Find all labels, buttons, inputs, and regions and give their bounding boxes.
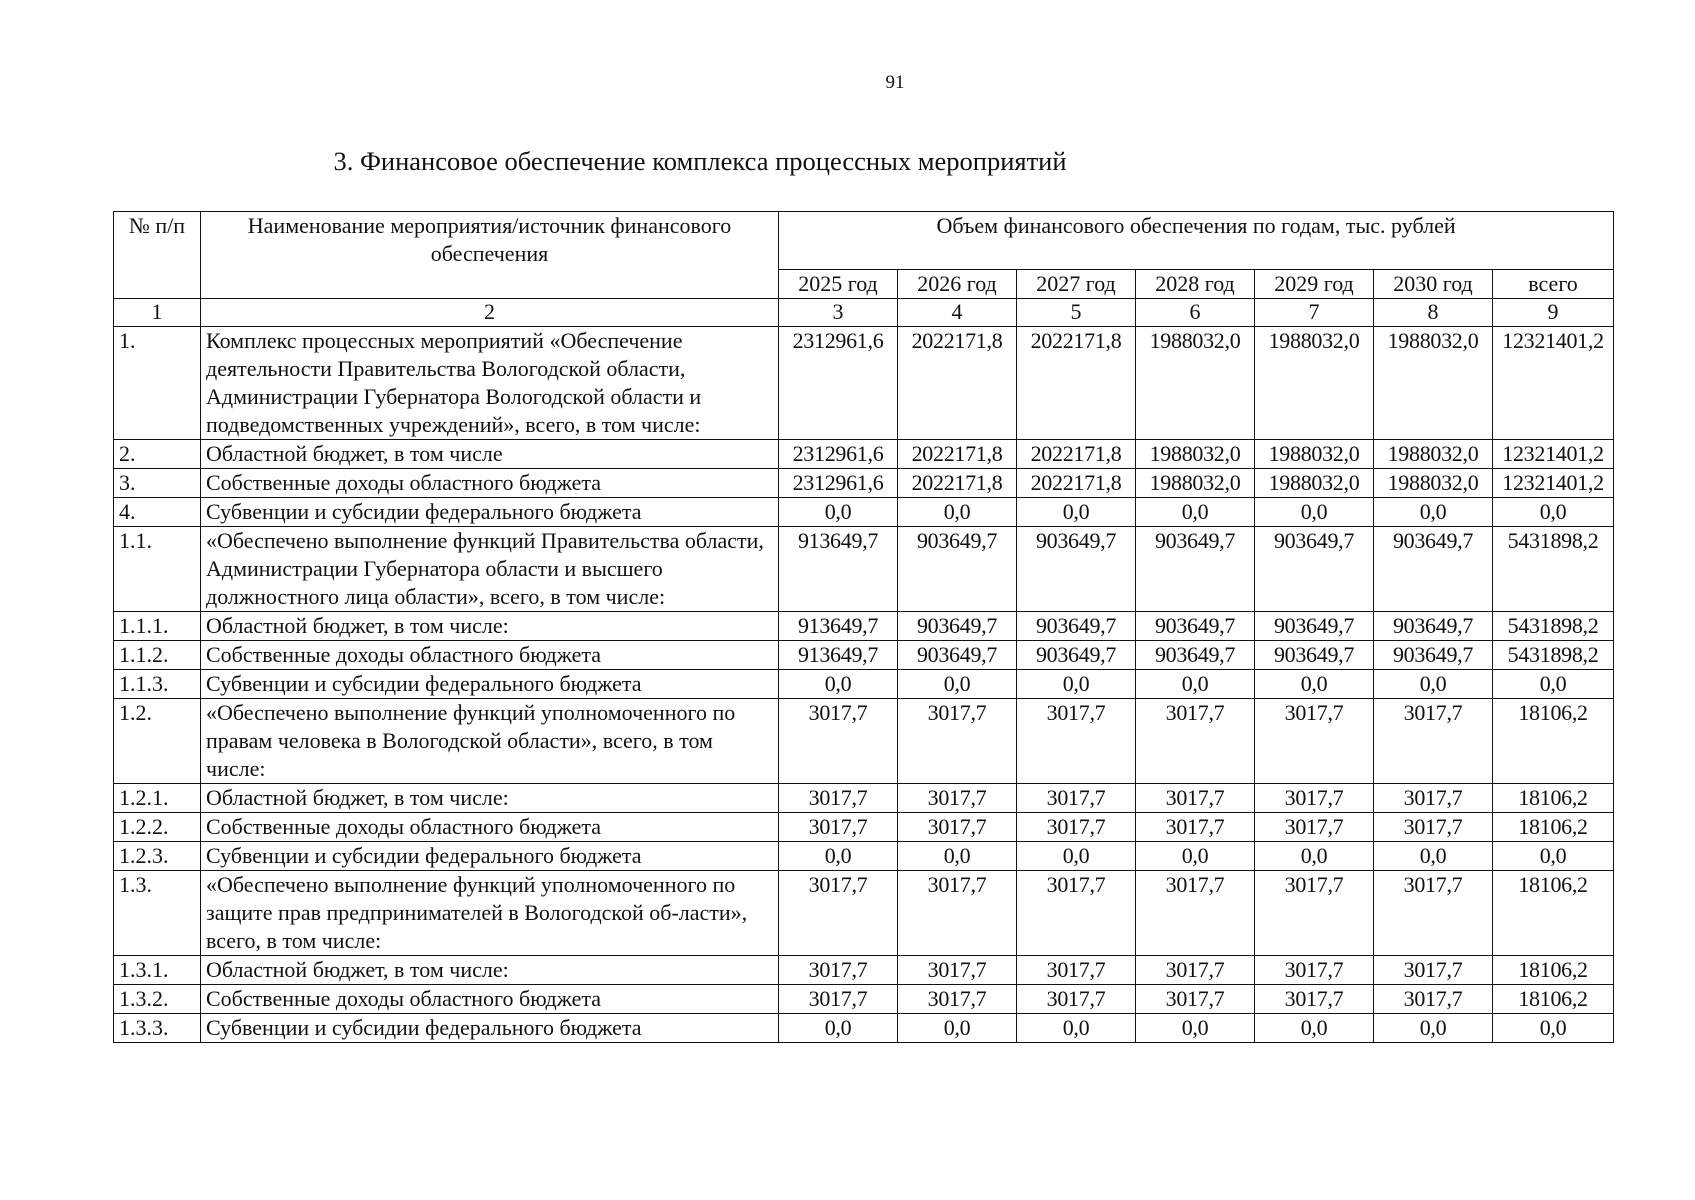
row-number: 3.: [114, 469, 201, 498]
row-number: 1.2.: [114, 699, 201, 784]
row-value: 0,0: [1255, 1014, 1374, 1043]
header-year: 2029 год: [1255, 270, 1374, 299]
row-value: 903649,7: [1017, 641, 1136, 670]
row-number: 1.1.1.: [114, 612, 201, 641]
row-value: 3017,7: [1255, 956, 1374, 985]
row-value: 2022171,8: [1017, 469, 1136, 498]
row-value: 0,0: [1017, 1014, 1136, 1043]
table-row: [114, 327, 1614, 440]
row-number: 1.3.1.: [114, 956, 201, 985]
row-name: Собственные доходы областного бюджета: [201, 641, 779, 670]
row-value: 0,0: [1493, 1014, 1614, 1043]
row-value: 3017,7: [1017, 871, 1136, 956]
row-value: 0,0: [1493, 670, 1614, 699]
header-year: всего: [1493, 270, 1614, 299]
column-index: 9: [1493, 299, 1614, 327]
row-value: 903649,7: [1374, 612, 1493, 641]
row-value: 2312961,6: [779, 327, 898, 440]
row-value: 3017,7: [1374, 784, 1493, 813]
row-value: 0,0: [1017, 498, 1136, 527]
row-value: 2312961,6: [779, 469, 898, 498]
header-volume: Объем финансового обеспечения по годам, тыс. рублей: [779, 212, 1614, 270]
row-name: Субвенции и субсидии федерального бюджета: [201, 1014, 779, 1043]
header-num: № п/п: [114, 212, 201, 299]
row-value: 0,0: [1255, 498, 1374, 527]
row-value: 1988032,0: [1255, 440, 1374, 469]
row-value: 18106,2: [1493, 985, 1614, 1014]
row-name: Областной бюджет, в том числе:: [201, 612, 779, 641]
header-year: 2025 год: [779, 270, 898, 299]
row-value: 0,0: [779, 498, 898, 527]
row-value: 903649,7: [1136, 612, 1255, 641]
row-value: 3017,7: [779, 784, 898, 813]
header-year: 2027 год: [1017, 270, 1136, 299]
row-value: 3017,7: [1374, 813, 1493, 842]
row-number: 1.2.3.: [114, 842, 201, 871]
row-value: 3017,7: [1255, 784, 1374, 813]
row-value: 3017,7: [1136, 956, 1255, 985]
table-row: [114, 1014, 1614, 1043]
row-value: 903649,7: [1374, 641, 1493, 670]
column-index: 7: [1255, 299, 1374, 327]
row-value: 903649,7: [898, 612, 1017, 641]
row-value: 3017,7: [1374, 699, 1493, 784]
row-value: 1988032,0: [1374, 327, 1493, 440]
table-row: [114, 813, 1614, 842]
row-number: 1.2.1.: [114, 784, 201, 813]
row-value: 1988032,0: [1374, 469, 1493, 498]
row-value: 18106,2: [1493, 813, 1614, 842]
row-value: 1988032,0: [1374, 440, 1493, 469]
column-index: 1: [114, 299, 201, 327]
row-value: 2022171,8: [1017, 327, 1136, 440]
row-value: 0,0: [1374, 1014, 1493, 1043]
row-number: 4.: [114, 498, 201, 527]
row-value: 0,0: [1255, 670, 1374, 699]
row-value: 0,0: [898, 842, 1017, 871]
row-value: 3017,7: [898, 985, 1017, 1014]
row-value: 913649,7: [779, 641, 898, 670]
table-row: [114, 871, 1614, 956]
row-value: 903649,7: [1255, 641, 1374, 670]
row-value: 0,0: [1136, 842, 1255, 871]
row-value: 3017,7: [898, 784, 1017, 813]
row-value: 3017,7: [898, 699, 1017, 784]
row-name: Собственные доходы областного бюджета: [201, 469, 779, 498]
row-value: 3017,7: [779, 699, 898, 784]
financing-table: [113, 211, 1614, 1043]
row-value: 2022171,8: [1017, 440, 1136, 469]
row-value: 3017,7: [1374, 985, 1493, 1014]
row-value: 903649,7: [898, 527, 1017, 612]
table-row: [114, 440, 1614, 469]
row-value: 3017,7: [1136, 784, 1255, 813]
row-value: 0,0: [1017, 670, 1136, 699]
row-name: «Обеспечено выполнение функций Правительства области, Администрации Губернатора области и высшего должностного лица области», всего, в том числе:: [201, 527, 779, 612]
table-row: [114, 956, 1614, 985]
row-value: 3017,7: [1017, 699, 1136, 784]
row-number: 1.1.3.: [114, 670, 201, 699]
row-value: 903649,7: [1136, 527, 1255, 612]
row-value: 913649,7: [779, 612, 898, 641]
row-value: 1988032,0: [1255, 327, 1374, 440]
row-value: 18106,2: [1493, 956, 1614, 985]
header-year: 2030 год: [1374, 270, 1493, 299]
row-value: 18106,2: [1493, 871, 1614, 956]
row-value: 3017,7: [1255, 699, 1374, 784]
row-number: 1.3.: [114, 871, 201, 956]
table-row: [114, 641, 1614, 670]
row-value: 903649,7: [1136, 641, 1255, 670]
row-value: 3017,7: [1255, 813, 1374, 842]
row-value: 903649,7: [898, 641, 1017, 670]
row-value: 3017,7: [779, 871, 898, 956]
row-value: 903649,7: [1255, 612, 1374, 641]
column-index: 4: [898, 299, 1017, 327]
row-number: 1.3.2.: [114, 985, 201, 1014]
column-index: 8: [1374, 299, 1493, 327]
row-value: 913649,7: [779, 527, 898, 612]
row-value: 3017,7: [1255, 985, 1374, 1014]
row-value: 0,0: [779, 670, 898, 699]
header-name: Наименование мероприятия/источник финансового обеспечения: [201, 212, 779, 299]
row-name: Собственные доходы областного бюджета: [201, 985, 779, 1014]
column-index: 3: [779, 299, 898, 327]
row-value: 5431898,2: [1493, 527, 1614, 612]
row-number: 1.: [114, 327, 201, 440]
row-value: 3017,7: [1017, 956, 1136, 985]
page-number: 91: [885, 72, 905, 93]
row-value: 3017,7: [1017, 813, 1136, 842]
row-value: 3017,7: [898, 871, 1017, 956]
row-value: 12321401,2: [1493, 440, 1614, 469]
row-value: 0,0: [1136, 498, 1255, 527]
row-value: 0,0: [1017, 842, 1136, 871]
header-year: 2026 год: [898, 270, 1017, 299]
row-value: 3017,7: [1136, 985, 1255, 1014]
table-row: [114, 784, 1614, 813]
row-value: 3017,7: [779, 956, 898, 985]
row-name: «Обеспечено выполнение функций уполномоченного по правам человека в Вологодской области», всего, в том числе:: [201, 699, 779, 784]
row-name: Комплекс процессных мероприятий «Обеспечение деятельности Правительства Вологодской области, Администрации Губернатора Вологодской области и подведомственных учреждений», всего, в том числе:: [201, 327, 779, 440]
table-row: [114, 670, 1614, 699]
table-row: [114, 527, 1614, 612]
row-value: 0,0: [1493, 498, 1614, 527]
row-value: 0,0: [1255, 842, 1374, 871]
row-value: 3017,7: [1374, 871, 1493, 956]
row-value: 3017,7: [1136, 699, 1255, 784]
row-value: 2022171,8: [898, 327, 1017, 440]
row-name: «Обеспечено выполнение функций уполномоченного по защите прав предпринимателей в Вологодской об-ласти», всего, в том числе:: [201, 871, 779, 956]
row-number: 1.2.2.: [114, 813, 201, 842]
row-value: 1988032,0: [1136, 469, 1255, 498]
row-name: Субвенции и субсидии федерального бюджета: [201, 670, 779, 699]
row-value: 0,0: [1374, 498, 1493, 527]
row-value: 903649,7: [1017, 612, 1136, 641]
row-number: 1.1.: [114, 527, 201, 612]
row-value: 1988032,0: [1255, 469, 1374, 498]
row-value: 0,0: [898, 498, 1017, 527]
row-value: 3017,7: [898, 956, 1017, 985]
row-value: 3017,7: [1374, 956, 1493, 985]
row-value: 2022171,8: [898, 469, 1017, 498]
row-value: 0,0: [779, 842, 898, 871]
row-value: 0,0: [1374, 670, 1493, 699]
row-value: 0,0: [1136, 1014, 1255, 1043]
row-number: 2.: [114, 440, 201, 469]
row-value: 0,0: [898, 1014, 1017, 1043]
row-value: 3017,7: [898, 813, 1017, 842]
row-value: 3017,7: [1136, 871, 1255, 956]
row-value: 1988032,0: [1136, 327, 1255, 440]
row-value: 0,0: [1136, 670, 1255, 699]
column-index: 5: [1017, 299, 1136, 327]
row-value: 5431898,2: [1493, 641, 1614, 670]
row-value: 2312961,6: [779, 440, 898, 469]
table-row: [114, 699, 1614, 784]
page-title: 3. Финансовое обеспечение комплекса процессных мероприятий: [333, 146, 1067, 176]
row-value: 3017,7: [779, 813, 898, 842]
row-name: Областной бюджет, в том числе: [201, 440, 779, 469]
row-name: Субвенции и субсидии федерального бюджета: [201, 498, 779, 527]
table-row: [114, 498, 1614, 527]
row-name: Субвенции и субсидии федерального бюджета: [201, 842, 779, 871]
row-value: 3017,7: [1136, 813, 1255, 842]
row-value: 903649,7: [1255, 527, 1374, 612]
row-value: 2022171,8: [898, 440, 1017, 469]
row-number: 1.1.2.: [114, 641, 201, 670]
table-row: [114, 842, 1614, 871]
row-value: 3017,7: [1017, 985, 1136, 1014]
row-value: 0,0: [898, 670, 1017, 699]
table-row: [114, 612, 1614, 641]
column-index: 6: [1136, 299, 1255, 327]
header-year: 2028 год: [1136, 270, 1255, 299]
row-value: 903649,7: [1374, 527, 1493, 612]
row-value: 0,0: [779, 1014, 898, 1043]
column-index: 2: [201, 299, 779, 327]
table-row: [114, 469, 1614, 498]
row-value: 0,0: [1493, 842, 1614, 871]
table-row: [114, 985, 1614, 1014]
row-value: 903649,7: [1017, 527, 1136, 612]
row-name: Областной бюджет, в том числе:: [201, 784, 779, 813]
row-value: 1988032,0: [1136, 440, 1255, 469]
row-value: 12321401,2: [1493, 327, 1614, 440]
row-name: Собственные доходы областного бюджета: [201, 813, 779, 842]
row-value: 18106,2: [1493, 699, 1614, 784]
row-name: Областной бюджет, в том числе:: [201, 956, 779, 985]
row-value: 0,0: [1374, 842, 1493, 871]
row-number: 1.3.3.: [114, 1014, 201, 1043]
row-value: 12321401,2: [1493, 469, 1614, 498]
row-value: 3017,7: [779, 985, 898, 1014]
row-value: 5431898,2: [1493, 612, 1614, 641]
row-value: 18106,2: [1493, 784, 1614, 813]
row-value: 3017,7: [1017, 784, 1136, 813]
row-value: 3017,7: [1255, 871, 1374, 956]
